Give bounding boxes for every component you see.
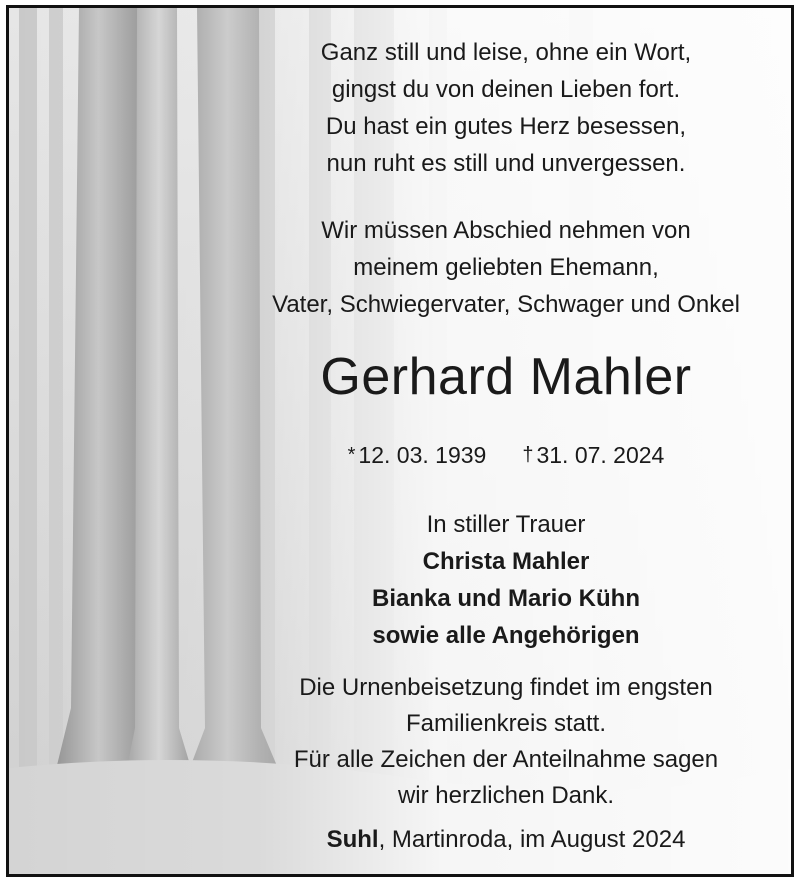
- birth-date: * 12. 03. 1939: [347, 442, 487, 468]
- star-icon: *: [347, 444, 356, 466]
- death-date: † 31. 07. 2024: [522, 442, 665, 468]
- poem-line: gingst du von deinen Lieben fort.: [331, 76, 681, 103]
- mourner-name: sowie alle Angehörigen: [372, 622, 640, 649]
- place-date-line: [221, 825, 791, 855]
- notice-line: Für alle Zeichen der Anteilnahme sagen: [293, 746, 719, 773]
- life-dates: [221, 440, 791, 470]
- cross-icon: †: [522, 444, 534, 466]
- notice-line: wir herzlichen Dank.: [397, 782, 615, 809]
- mourning-intro: In stiller Trauer: [426, 511, 586, 538]
- place-date: , Martinroda, im August 2024: [378, 826, 686, 853]
- deceased-name: Gerhard Mahler: [320, 348, 692, 406]
- mourner-name: Bianka und Mario Kühn: [371, 585, 640, 612]
- notice-line: Die Urnenbeisetzung findet im engsten: [299, 674, 713, 701]
- obituary-frame: [6, 5, 794, 877]
- intro-line: Vater, Schwiegervater, Schwager und Onkel: [272, 291, 740, 318]
- poem-line: nun ruht es still und unvergessen.: [326, 150, 686, 177]
- obituary-text: [221, 8, 791, 874]
- place-name: Suhl: [326, 826, 379, 853]
- poem-line: Ganz still und leise, ohne ein Wort,: [320, 39, 692, 66]
- notice-line: Familienkreis statt.: [405, 710, 607, 737]
- intro-line: meinem geliebten Ehemann,: [353, 254, 659, 281]
- mourner-name: Christa Mahler: [422, 548, 590, 575]
- poem-line: Du hast ein gutes Herz besessen,: [325, 113, 687, 140]
- intro-line: Wir müssen Abschied nehmen von: [321, 217, 691, 244]
